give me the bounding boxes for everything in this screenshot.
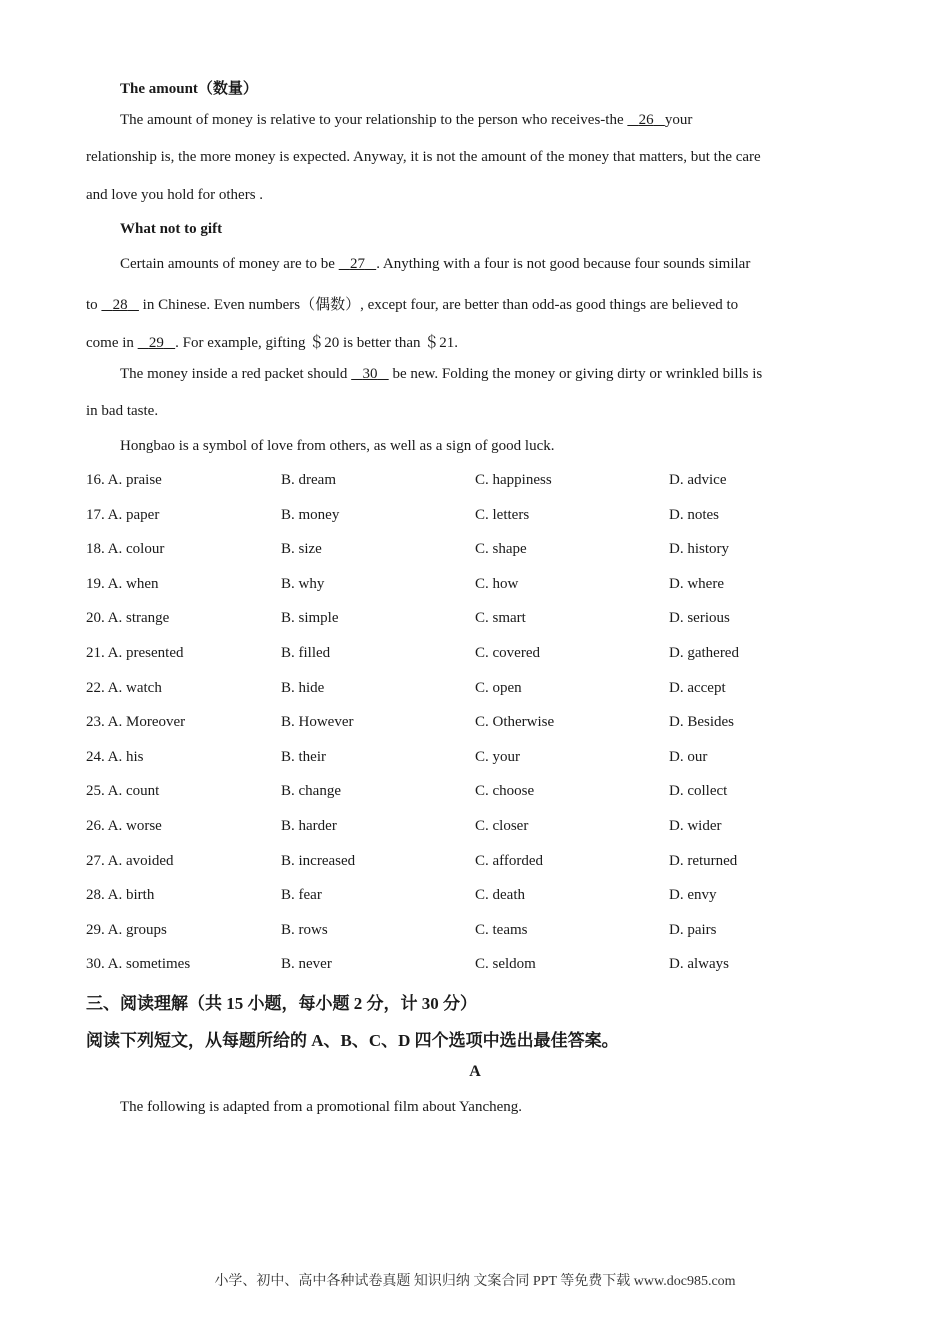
option-c: C. letters	[475, 506, 530, 523]
option-c: C. smart	[475, 610, 526, 627]
option-a: 18. A. colour	[86, 541, 165, 558]
option-c: C. afforded	[475, 852, 544, 869]
option-b: B. filled	[281, 645, 331, 661]
option-d: D. where	[669, 575, 724, 592]
option-d: D. serious	[669, 610, 730, 627]
option-row	[86, 714, 886, 734]
option-row	[86, 645, 886, 665]
option-c: C. happiness	[475, 472, 552, 488]
option-b: B. However	[281, 714, 354, 731]
option-c: C. teams	[475, 921, 528, 938]
option-row	[86, 783, 886, 803]
option-d: D. advice	[669, 472, 727, 488]
option-c: C. closer	[475, 818, 529, 834]
option-row	[86, 507, 886, 527]
amount-heading: The amount（数量）	[120, 81, 258, 97]
amount-paragraph-line-1: The amount of money is relative to your relationship to the person who receives-the 26 your	[120, 112, 693, 128]
option-b: B. fear	[281, 887, 322, 904]
blank-27: 27	[349, 256, 365, 272]
option-a: 28. A. birth	[86, 887, 155, 904]
not-gift-heading: What not to gift	[120, 221, 223, 237]
not-gift-line-2: to 28 in Chinese. Even numbers（偶数）, except four, are better than odd-as good things are believed to	[86, 297, 739, 313]
option-b: B. harder	[281, 818, 337, 834]
option-b: B. money	[281, 506, 340, 523]
option-d: D. gathered	[669, 645, 739, 661]
option-b: B. hide	[281, 679, 325, 696]
option-a: 19. A. when	[86, 575, 159, 592]
option-a: 25. A. count	[86, 783, 160, 800]
amount-paragraph-line-3: and love you hold for others .	[86, 187, 264, 203]
option-a: 29. A. groups	[86, 921, 167, 938]
option-c: C. covered	[475, 645, 540, 661]
option-a: 21. A. presented	[86, 645, 184, 661]
amount-paragraph-line-2: relationship is, the more money is expected. Anyway, it is not the amount of the money that matters, but the care	[86, 149, 761, 165]
option-b: B. their	[281, 748, 326, 765]
option-b: B. why	[281, 575, 325, 592]
option-a: 27. A. avoided	[86, 852, 174, 869]
option-c: C. Otherwise	[475, 714, 555, 731]
option-b: B. never	[281, 956, 332, 973]
option-row	[86, 853, 886, 873]
closing-paragraph: Hongbao is a symbol of love from others, as well as a sign of good luck.	[120, 438, 555, 454]
option-b: B. rows	[281, 921, 328, 938]
option-row	[86, 956, 886, 976]
option-d: D. accept	[669, 679, 726, 696]
option-a: 23. A. Moreover	[86, 714, 186, 731]
option-row	[86, 680, 886, 700]
option-c: C. choose	[475, 783, 535, 800]
option-b: B. dream	[281, 472, 336, 488]
option-d: D. always	[669, 956, 729, 973]
option-d: D. Besides	[669, 714, 734, 731]
blank-28: 28	[112, 297, 128, 313]
option-row	[86, 576, 886, 596]
option-a: 24. A. his	[86, 748, 144, 765]
option-row	[86, 887, 886, 907]
option-a: 16. A. praise	[86, 472, 162, 488]
red-packet-line-2: in bad taste.	[86, 403, 159, 419]
option-d: D. envy	[669, 887, 717, 904]
option-c: C. seldom	[475, 956, 536, 973]
footer-text: 小学、初中、高中各种试卷真题 知识归纳 文案合同 PPT 等免费下载 www.doc985.com	[214, 1274, 736, 1289]
blank-30: 30	[362, 366, 378, 382]
option-d: D. wider	[669, 818, 722, 834]
option-a: 30. A. sometimes	[86, 956, 191, 973]
option-d: D. history	[669, 541, 729, 558]
option-b: B. simple	[281, 610, 339, 627]
section-3-instruction: 阅读下列短文，从每题所给的 A、B、C、D 四个选项中选出最佳答案。	[86, 1031, 619, 1050]
option-row	[86, 749, 886, 769]
option-a: 26. A. worse	[86, 818, 162, 834]
option-d: D. our	[669, 748, 708, 765]
option-d: D. returned	[669, 852, 738, 869]
not-gift-line-1: Certain amounts of money are to be 27 . Anything with a four is not good because four sounds similar	[120, 256, 751, 272]
option-row	[86, 922, 886, 942]
option-a: 17. A. paper	[86, 506, 160, 523]
option-b: B. increased	[281, 852, 356, 869]
blank-29: 29	[148, 335, 164, 351]
option-a: 20. A. strange	[86, 610, 170, 627]
option-row	[86, 818, 886, 838]
red-packet-line-1: The money inside a red packet should 30 be new. Folding the money or giving dirty or wrinkled bills is	[120, 366, 763, 382]
option-b: B. change	[281, 783, 341, 800]
blank-26: 26	[638, 112, 654, 128]
option-c: C. your	[475, 748, 520, 765]
option-d: D. notes	[669, 506, 719, 523]
section-3-title: 三、阅读理解（共 15 小题，每小题 2 分，计 30 分）	[86, 994, 477, 1013]
option-b: B. size	[281, 541, 322, 558]
option-c: C. death	[475, 887, 525, 904]
not-gift-line-3: come in 29 . For example, gifting ＄20 is better than ＄21.	[86, 335, 459, 351]
option-row	[86, 541, 886, 561]
option-c: C. how	[475, 575, 519, 592]
passage-intro: The following is adapted from a promotional film about Yancheng.	[120, 1099, 523, 1115]
option-a: 22. A. watch	[86, 679, 162, 696]
option-row	[86, 610, 886, 630]
passage-label: A	[469, 1063, 481, 1080]
option-c: C. open	[475, 679, 522, 696]
option-c: C. shape	[475, 541, 527, 558]
option-d: D. collect	[669, 783, 728, 800]
option-row	[86, 472, 886, 492]
option-d: D. pairs	[669, 921, 717, 938]
